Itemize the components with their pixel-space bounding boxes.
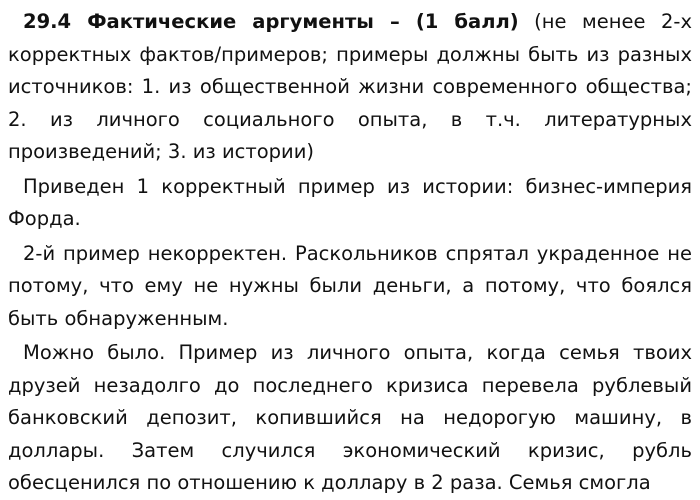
document-body [8,6,692,500]
criterion-paragraph [8,6,692,169]
comment-paragraph-2: 2-й пример некорректен. Раскольников спрятал украденное не потому, что ему не нужны были деньги, а потому, что боялся быть обнаруженным. [8,241,692,330]
comment-paragraph-3: Можно было. Пример из личного опыта, когда семья твоих друзей незадолго до последнего кризиса перевела рублевый банковский депозит, копившийся на недорогую машину, в доллары. Затем случился экономический кризис, рубль обесценился по отношению к доллару в 2 раза. Семья смогла [8,341,692,494]
comment-paragraph-1: Приведен 1 корректный пример из истории: бизнес-империя Форда. [8,174,692,230]
criterion-heading: 29.4 Фактические аргументы – (1 балл) [23,10,519,33]
criterion-description: (не менее 2-х корректных фактов/примеров; примеры должны быть из разных источников: 1. из общественной жизни современного общества; 2. из личного социального опыта, в т.ч. литературных произведений; 3. из истории) [8,10,692,163]
